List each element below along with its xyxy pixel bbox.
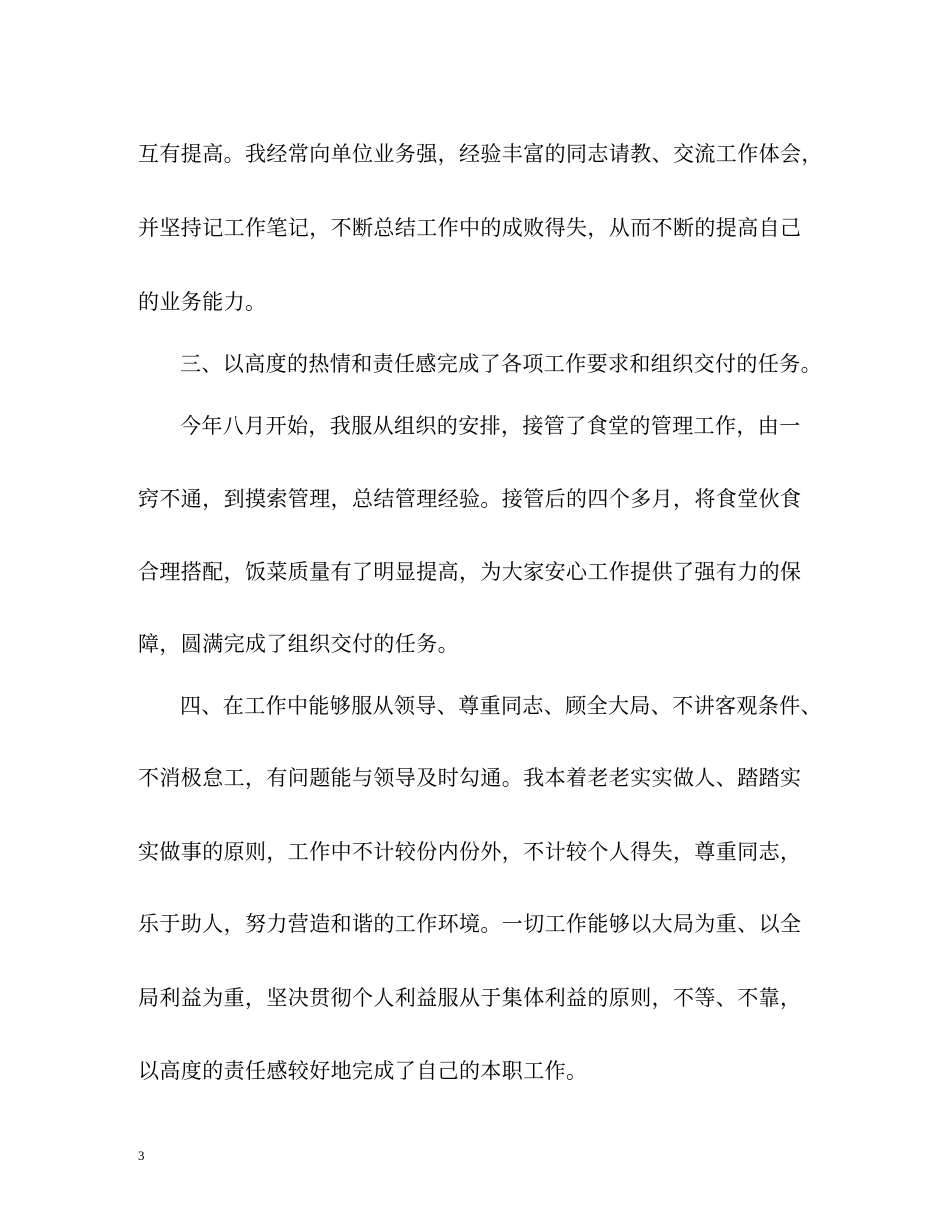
body-line-11: 实做事的原则，工作中不计较份内份外，不计较个人得失，尊重同志， bbox=[138, 840, 802, 864]
body-line-3: 的业务能力。 bbox=[138, 290, 267, 314]
section-heading-3: 三、以高度的热情和责任感完成了各项工作要求和组织交付的任务。 bbox=[180, 352, 822, 376]
body-line-12: 乐于助人，努力营造和谐的工作环境。一切工作能够以大局为重、以全 bbox=[138, 912, 802, 936]
section-heading-4: 四、在工作中能够服从领导、尊重同志、顾全大局、不讲客观条件、 bbox=[180, 694, 822, 718]
body-line-1: 互有提高。我经常向单位业务强，经验丰富的同志请教、交流工作体会， bbox=[138, 142, 823, 166]
page-number: 3 bbox=[138, 1148, 145, 1163]
body-line-5: 今年八月开始，我服从组织的安排，接管了食堂的管理工作，由一 bbox=[180, 414, 801, 438]
body-line-8: 障，圆满完成了组织交付的任务。 bbox=[138, 632, 459, 656]
body-line-14: 以高度的责任感较好地完成了自己的本职工作。 bbox=[138, 1059, 588, 1083]
body-line-6: 窍不通，到摸索管理，总结管理经验。接管后的四个多月，将食堂伙食 bbox=[138, 487, 802, 511]
body-line-2: 并坚持记工作笔记，不断总结工作中的成败得失，从而不断的提高自己 bbox=[138, 216, 802, 240]
body-line-7: 合理搭配，饭菜质量有了明显提高，为大家安心工作提供了强有力的保 bbox=[138, 560, 802, 584]
body-line-10: 不消极怠工，有问题能与领导及时勾通。我本着老老实实做人、踏踏实 bbox=[138, 766, 802, 790]
body-line-13: 局利益为重，坚决贯彻个人利益服从于集体利益的原则，不等、不靠， bbox=[138, 986, 802, 1010]
